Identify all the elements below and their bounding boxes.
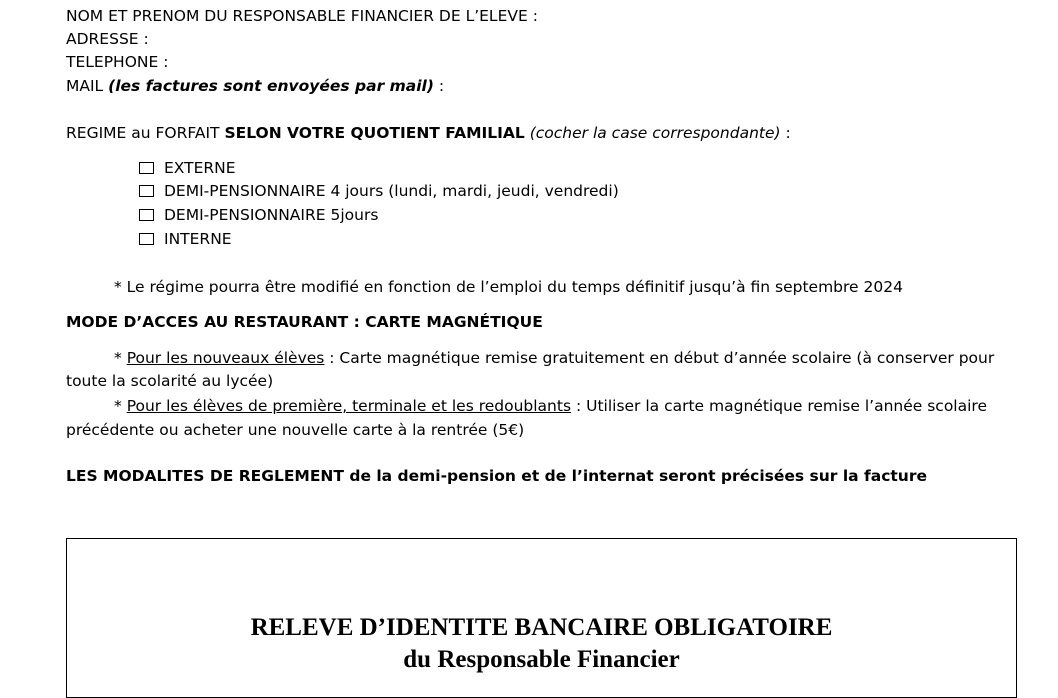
option-label: EXTERNE [164, 159, 236, 177]
telephone-label: TELEPHONE : [66, 53, 169, 71]
checkbox-dp4[interactable] [139, 185, 154, 197]
nom-label: NOM ET PRENOM DU RESPONSABLE FINANCIER DE L’ELEVE : [66, 7, 538, 25]
checkbox-externe[interactable] [139, 162, 154, 174]
option-label: DEMI-PENSIONNAIRE 5jours [164, 206, 379, 224]
mail-label [66, 76, 444, 96]
checkbox-dp5[interactable] [139, 209, 154, 221]
regime-heading [66, 123, 791, 143]
mode-acces-p2 [114, 396, 987, 416]
regime-option-externe[interactable] [139, 158, 236, 178]
p1-text: : Carte magnétique remise gratuitement en début d’année scolaire (à conserver pour [324, 349, 995, 367]
regime-option-dp4[interactable] [139, 181, 619, 201]
regime-bold: SELON VOTRE QUOTIENT FAMILIAL [224, 124, 525, 142]
regime-option-interne[interactable] [139, 229, 232, 249]
p1-underline: Pour les nouveaux élèves [126, 349, 325, 367]
mode-acces-p1-cont: toute la scolarité au lycée) [66, 372, 274, 390]
mail-note: (les factures sont envoyées par mail) [108, 77, 434, 95]
bullet-star: * [114, 397, 127, 415]
regime-prefix: REGIME au FORFAIT [66, 124, 225, 142]
mail-suffix: : [433, 77, 445, 95]
regime-italic: (cocher la case correspondante) [524, 124, 781, 142]
regime-option-dp5[interactable] [139, 205, 378, 225]
modalites-text: LES MODALITES DE REGLEMENT de la demi-pension et de l’internat seront précisées sur la facture [66, 467, 927, 485]
option-label: INTERNE [164, 230, 232, 248]
mode-acces-title: MODE D’ACCES AU RESTAURANT : CARTE MAGNÉTIQUE [66, 313, 543, 331]
mode-acces-p1 [114, 348, 994, 368]
bullet-star: * [114, 349, 127, 367]
p2-text: : Utiliser la carte magnétique remise l’année scolaire [571, 397, 987, 415]
adresse-label: ADRESSE : [66, 30, 149, 48]
checkbox-interne[interactable] [139, 233, 154, 245]
p2-underline: Pour les élèves de première, terminale et les redoublants [126, 397, 572, 415]
mode-acces-p2-cont: précédente ou acheter une nouvelle carte à la rentrée (5€) [66, 421, 525, 439]
regime-suffix: : [780, 124, 791, 142]
option-label: DEMI-PENSIONNAIRE 4 jours (lundi, mardi, jeudi, vendredi) [164, 182, 619, 200]
rib-title-line1: RELEVE D’IDENTITE BANCAIRE OBLIGATOIRE [250, 614, 833, 641]
rib-box [66, 538, 1017, 698]
regime-note: * Le régime pourra être modifié en fonction de l’emploi du temps définitif jusqu’à fin septembre 2024 [114, 278, 903, 296]
mail-prefix: MAIL [66, 77, 109, 95]
rib-title-line2: du Responsable Financier [403, 646, 680, 673]
